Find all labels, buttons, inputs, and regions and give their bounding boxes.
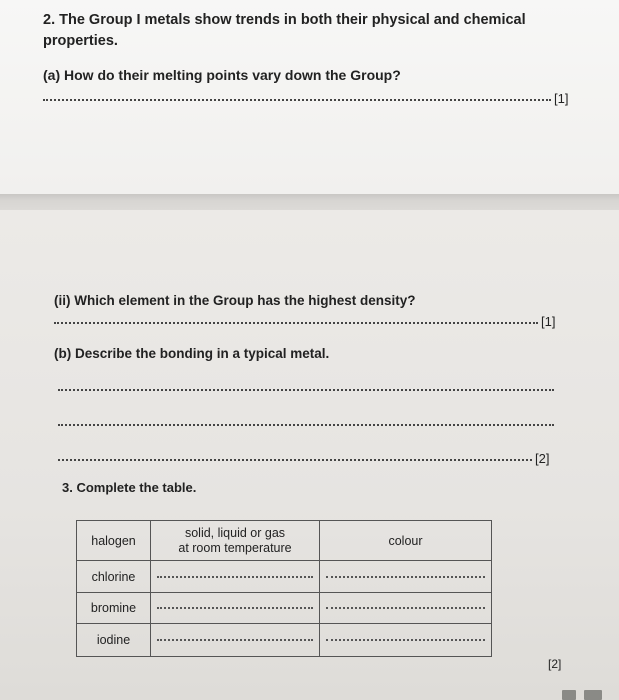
halogen-table (76, 520, 492, 657)
question-2-stem-line-2: properties. (43, 33, 118, 49)
page-upper (0, 0, 619, 194)
answer-line-2b-1[interactable] (58, 389, 554, 391)
question-2a-text: (a) How do their melting points vary down the Group? (43, 67, 401, 83)
question-2b-text: (b) Describe the bonding in a typical metal. (54, 346, 330, 361)
mark-2b: [2] (535, 451, 550, 466)
cell-colour-iodine[interactable] (320, 624, 492, 657)
header-halogen: halogen (77, 521, 151, 561)
answer-line-2ii[interactable] (54, 322, 538, 324)
answer-line-2b-3[interactable] (58, 459, 532, 461)
row-halogen-bromine: bromine (77, 593, 151, 624)
row-halogen-chlorine: chlorine (77, 561, 151, 593)
keyboard-key-icon (584, 690, 602, 700)
header-colour: colour (320, 521, 492, 561)
cell-colour-bromine[interactable] (320, 593, 492, 624)
cell-state-bromine[interactable] (151, 593, 320, 624)
cell-state-chlorine[interactable] (151, 561, 320, 593)
header-state-line-1: solid, liquid or gas (184, 525, 286, 540)
question-2-stem-line-1: 2. The Group I metals show trends in both their physical and chemical (43, 12, 526, 28)
mark-3: [2] (548, 657, 562, 671)
header-state (151, 521, 320, 561)
table-row (77, 561, 492, 593)
header-state-line-2: at room temperature (178, 540, 292, 555)
table-row (77, 593, 492, 624)
page-gap (0, 194, 619, 210)
answer-line-2b-2[interactable] (58, 424, 554, 426)
cell-state-iodine[interactable] (151, 624, 320, 657)
table-row (77, 624, 492, 657)
keyboard-key-icon (562, 690, 576, 700)
cell-colour-chlorine[interactable] (320, 561, 492, 593)
mark-2a: [1] (554, 91, 569, 106)
table-header-row (77, 521, 492, 561)
question-3-text: 3. Complete the table. (62, 480, 197, 495)
answer-line-2a[interactable] (43, 99, 551, 101)
question-2ii-text: (ii) Which element in the Group has the highest density? (54, 293, 416, 308)
mark-2ii: [1] (541, 314, 556, 329)
row-halogen-iodine: iodine (77, 624, 151, 657)
